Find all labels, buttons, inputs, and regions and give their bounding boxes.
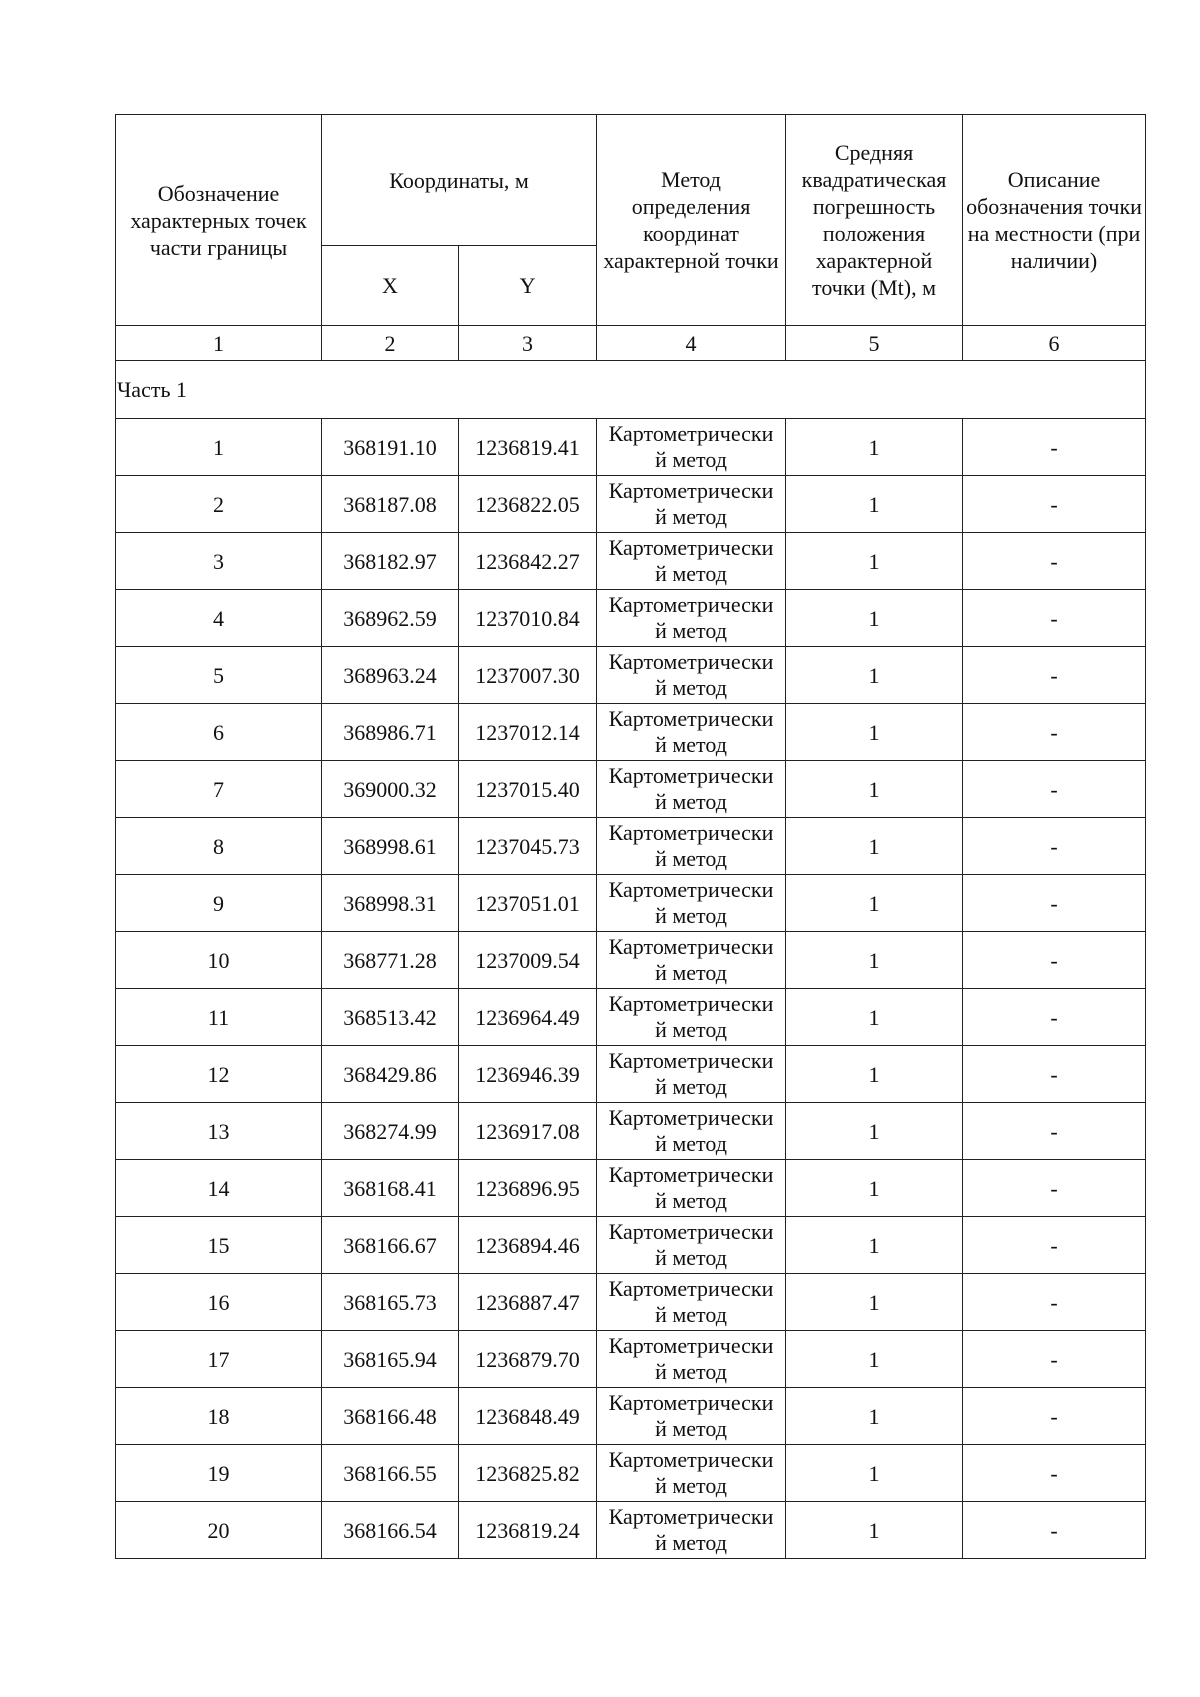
column-number-row [116, 326, 1146, 361]
description-cell: - [963, 1046, 1146, 1103]
method-cell [597, 476, 786, 533]
description-cell: - [963, 989, 1146, 1046]
y-coordinate-cell: 1236879.70 [459, 1331, 597, 1388]
error-cell: 1 [786, 818, 963, 875]
method-text-line2: й метод [655, 675, 727, 700]
method-text-line1: Картометрически [608, 763, 774, 788]
table-row [116, 1046, 1146, 1103]
header-error: Средняя квадратическая погрешность положения характерной точки (Mt), м [786, 115, 963, 326]
y-coordinate-cell: 1237051.01 [459, 875, 597, 932]
table-row [116, 476, 1146, 533]
point-number-cell: 4 [116, 590, 322, 647]
method-cell [597, 1274, 786, 1331]
method-cell [597, 989, 786, 1046]
point-number-cell: 9 [116, 875, 322, 932]
point-number-cell: 20 [116, 1502, 322, 1559]
column-number: 3 [459, 326, 597, 361]
y-coordinate-cell: 1237009.54 [459, 932, 597, 989]
point-number-cell: 6 [116, 704, 322, 761]
method-text-line2: й метод [655, 1416, 727, 1441]
header-point-designation: Обозначение характерных точек части границы [116, 115, 322, 326]
method-text-line1: Картометрически [608, 1219, 774, 1244]
x-coordinate-cell: 368771.28 [322, 932, 459, 989]
method-text-line1: Картометрически [608, 1333, 774, 1358]
table-row [116, 1160, 1146, 1217]
error-cell: 1 [786, 1217, 963, 1274]
table-body [116, 115, 1146, 1559]
part-row [116, 361, 1146, 419]
error-cell: 1 [786, 533, 963, 590]
y-coordinate-cell: 1236964.49 [459, 989, 597, 1046]
column-number: 5 [786, 326, 963, 361]
method-cell [597, 1331, 786, 1388]
method-text-line1: Картометрически [608, 991, 774, 1016]
method-text-line2: й метод [655, 561, 727, 586]
method-text-line2: й метод [655, 1017, 727, 1042]
method-cell [597, 1217, 786, 1274]
y-coordinate-cell: 1236848.49 [459, 1388, 597, 1445]
description-cell: - [963, 1445, 1146, 1502]
method-text-line1: Картометрически [608, 934, 774, 959]
method-cell [597, 1502, 786, 1559]
method-cell [597, 533, 786, 590]
column-number: 6 [963, 326, 1146, 361]
column-number: 2 [322, 326, 459, 361]
error-cell: 1 [786, 932, 963, 989]
description-cell: - [963, 1502, 1146, 1559]
table-row [116, 989, 1146, 1046]
x-coordinate-cell: 368998.31 [322, 875, 459, 932]
point-number-cell: 14 [116, 1160, 322, 1217]
method-text-line2: й метод [655, 1074, 727, 1099]
point-number-cell: 2 [116, 476, 322, 533]
x-coordinate-cell: 368429.86 [322, 1046, 459, 1103]
method-text-line1: Картометрически [608, 1276, 774, 1301]
point-number-cell: 17 [116, 1331, 322, 1388]
table-row [116, 647, 1146, 704]
y-coordinate-cell: 1236896.95 [459, 1160, 597, 1217]
error-cell: 1 [786, 1388, 963, 1445]
method-text-line1: Картометрически [608, 421, 774, 446]
x-coordinate-cell: 368187.08 [322, 476, 459, 533]
y-coordinate-cell: 1236894.46 [459, 1217, 597, 1274]
header-y: Y [459, 246, 597, 326]
method-text-line2: й метод [655, 1131, 727, 1156]
point-number-cell: 7 [116, 761, 322, 818]
description-cell: - [963, 1274, 1146, 1331]
table-row [116, 533, 1146, 590]
error-cell: 1 [786, 590, 963, 647]
table-row [116, 875, 1146, 932]
method-text-line2: й метод [655, 1530, 727, 1555]
method-text-line1: Картометрически [608, 1504, 774, 1529]
method-text-line1: Картометрически [608, 478, 774, 503]
point-number-cell: 10 [116, 932, 322, 989]
point-number-cell: 12 [116, 1046, 322, 1103]
header-row [116, 115, 1146, 246]
error-cell: 1 [786, 875, 963, 932]
method-text-line2: й метод [655, 618, 727, 643]
x-coordinate-cell: 368963.24 [322, 647, 459, 704]
x-coordinate-cell: 368165.94 [322, 1331, 459, 1388]
error-cell: 1 [786, 419, 963, 476]
description-cell: - [963, 818, 1146, 875]
method-cell [597, 932, 786, 989]
table-row [116, 1388, 1146, 1445]
table-row [116, 1502, 1146, 1559]
description-cell: - [963, 875, 1146, 932]
x-coordinate-cell: 368166.55 [322, 1445, 459, 1502]
y-coordinate-cell: 1236819.41 [459, 419, 597, 476]
error-cell: 1 [786, 1331, 963, 1388]
method-text-line2: й метод [655, 960, 727, 985]
error-cell: 1 [786, 989, 963, 1046]
y-coordinate-cell: 1236887.47 [459, 1274, 597, 1331]
x-coordinate-cell: 369000.32 [322, 761, 459, 818]
y-coordinate-cell: 1236819.24 [459, 1502, 597, 1559]
x-coordinate-cell: 368962.59 [322, 590, 459, 647]
point-number-cell: 1 [116, 419, 322, 476]
x-coordinate-cell: 368166.54 [322, 1502, 459, 1559]
error-cell: 1 [786, 1445, 963, 1502]
method-cell [597, 818, 786, 875]
description-cell: - [963, 590, 1146, 647]
y-coordinate-cell: 1237045.73 [459, 818, 597, 875]
method-text-line1: Картометрически [608, 1105, 774, 1130]
description-cell: - [963, 1388, 1146, 1445]
description-cell: - [963, 419, 1146, 476]
method-text-line1: Картометрически [608, 592, 774, 617]
table-row [116, 1331, 1146, 1388]
method-text-line2: й метод [655, 846, 727, 871]
table-row [116, 1274, 1146, 1331]
method-cell [597, 875, 786, 932]
x-coordinate-cell: 368274.99 [322, 1103, 459, 1160]
point-number-cell: 13 [116, 1103, 322, 1160]
method-text-line2: й метод [655, 1245, 727, 1270]
method-text-line2: й метод [655, 1359, 727, 1384]
error-cell: 1 [786, 1046, 963, 1103]
method-cell [597, 1445, 786, 1502]
y-coordinate-cell: 1236946.39 [459, 1046, 597, 1103]
table-row [116, 932, 1146, 989]
x-coordinate-cell: 368165.73 [322, 1274, 459, 1331]
method-cell [597, 704, 786, 761]
point-number-cell: 15 [116, 1217, 322, 1274]
description-cell: - [963, 1160, 1146, 1217]
method-text-line2: й метод [655, 504, 727, 529]
error-cell: 1 [786, 1160, 963, 1217]
method-text-line1: Картометрически [608, 649, 774, 674]
method-cell [597, 761, 786, 818]
point-number-cell: 19 [116, 1445, 322, 1502]
y-coordinate-cell: 1237010.84 [459, 590, 597, 647]
y-coordinate-cell: 1237012.14 [459, 704, 597, 761]
method-text-line2: й метод [655, 789, 727, 814]
y-coordinate-cell: 1236822.05 [459, 476, 597, 533]
error-cell: 1 [786, 647, 963, 704]
y-coordinate-cell: 1236917.08 [459, 1103, 597, 1160]
description-cell: - [963, 932, 1146, 989]
method-cell [597, 647, 786, 704]
error-cell: 1 [786, 1274, 963, 1331]
method-text-line1: Картометрически [608, 820, 774, 845]
coordinates-table [115, 114, 1146, 1559]
description-cell: - [963, 533, 1146, 590]
x-coordinate-cell: 368166.67 [322, 1217, 459, 1274]
x-coordinate-cell: 368191.10 [322, 419, 459, 476]
point-number-cell: 11 [116, 989, 322, 1046]
y-coordinate-cell: 1236825.82 [459, 1445, 597, 1502]
column-number: 1 [116, 326, 322, 361]
error-cell: 1 [786, 476, 963, 533]
method-text-line1: Картометрически [608, 877, 774, 902]
table-row [116, 1217, 1146, 1274]
method-text-line1: Картометрически [608, 535, 774, 560]
table-row [116, 419, 1146, 476]
description-cell: - [963, 761, 1146, 818]
description-cell: - [963, 1103, 1146, 1160]
error-cell: 1 [786, 1103, 963, 1160]
header-description: Описание обозначения точки на местности (при наличии) [963, 115, 1146, 326]
header-coordinates: Координаты, м [322, 115, 597, 246]
x-coordinate-cell: 368986.71 [322, 704, 459, 761]
point-number-cell: 16 [116, 1274, 322, 1331]
x-coordinate-cell: 368998.61 [322, 818, 459, 875]
point-number-cell: 18 [116, 1388, 322, 1445]
y-coordinate-cell: 1237015.40 [459, 761, 597, 818]
method-text-line2: й метод [655, 732, 727, 757]
y-coordinate-cell: 1237007.30 [459, 647, 597, 704]
x-coordinate-cell: 368513.42 [322, 989, 459, 1046]
method-cell [597, 590, 786, 647]
method-cell [597, 1160, 786, 1217]
method-text-line1: Картометрически [608, 1390, 774, 1415]
method-text-line1: Картометрически [608, 706, 774, 731]
point-number-cell: 5 [116, 647, 322, 704]
error-cell: 1 [786, 704, 963, 761]
table-row [116, 1445, 1146, 1502]
description-cell: - [963, 1217, 1146, 1274]
y-coordinate-cell: 1236842.27 [459, 533, 597, 590]
description-cell: - [963, 1331, 1146, 1388]
method-cell [597, 419, 786, 476]
table-row [116, 590, 1146, 647]
point-number-cell: 8 [116, 818, 322, 875]
column-number: 4 [597, 326, 786, 361]
x-coordinate-cell: 368182.97 [322, 533, 459, 590]
method-cell [597, 1103, 786, 1160]
method-text-line1: Картометрически [608, 1447, 774, 1472]
method-cell [597, 1388, 786, 1445]
x-coordinate-cell: 368168.41 [322, 1160, 459, 1217]
description-cell: - [963, 647, 1146, 704]
error-cell: 1 [786, 1502, 963, 1559]
description-cell: - [963, 476, 1146, 533]
header-x: X [322, 246, 459, 326]
method-text-line2: й метод [655, 1302, 727, 1327]
table-row [116, 704, 1146, 761]
table-row [116, 761, 1146, 818]
method-text-line2: й метод [655, 903, 727, 928]
method-text-line2: й метод [655, 447, 727, 472]
method-text-line1: Картометрически [608, 1162, 774, 1187]
table-row [116, 1103, 1146, 1160]
x-coordinate-cell: 368166.48 [322, 1388, 459, 1445]
method-cell [597, 1046, 786, 1103]
description-cell: - [963, 704, 1146, 761]
method-text-line1: Картометрически [608, 1048, 774, 1073]
part-label: Часть 1 [116, 361, 1146, 419]
table-row [116, 818, 1146, 875]
point-number-cell: 3 [116, 533, 322, 590]
error-cell: 1 [786, 761, 963, 818]
header-method: Метод определения координат характерной точки [597, 115, 786, 326]
method-text-line2: й метод [655, 1473, 727, 1498]
method-text-line2: й метод [655, 1188, 727, 1213]
